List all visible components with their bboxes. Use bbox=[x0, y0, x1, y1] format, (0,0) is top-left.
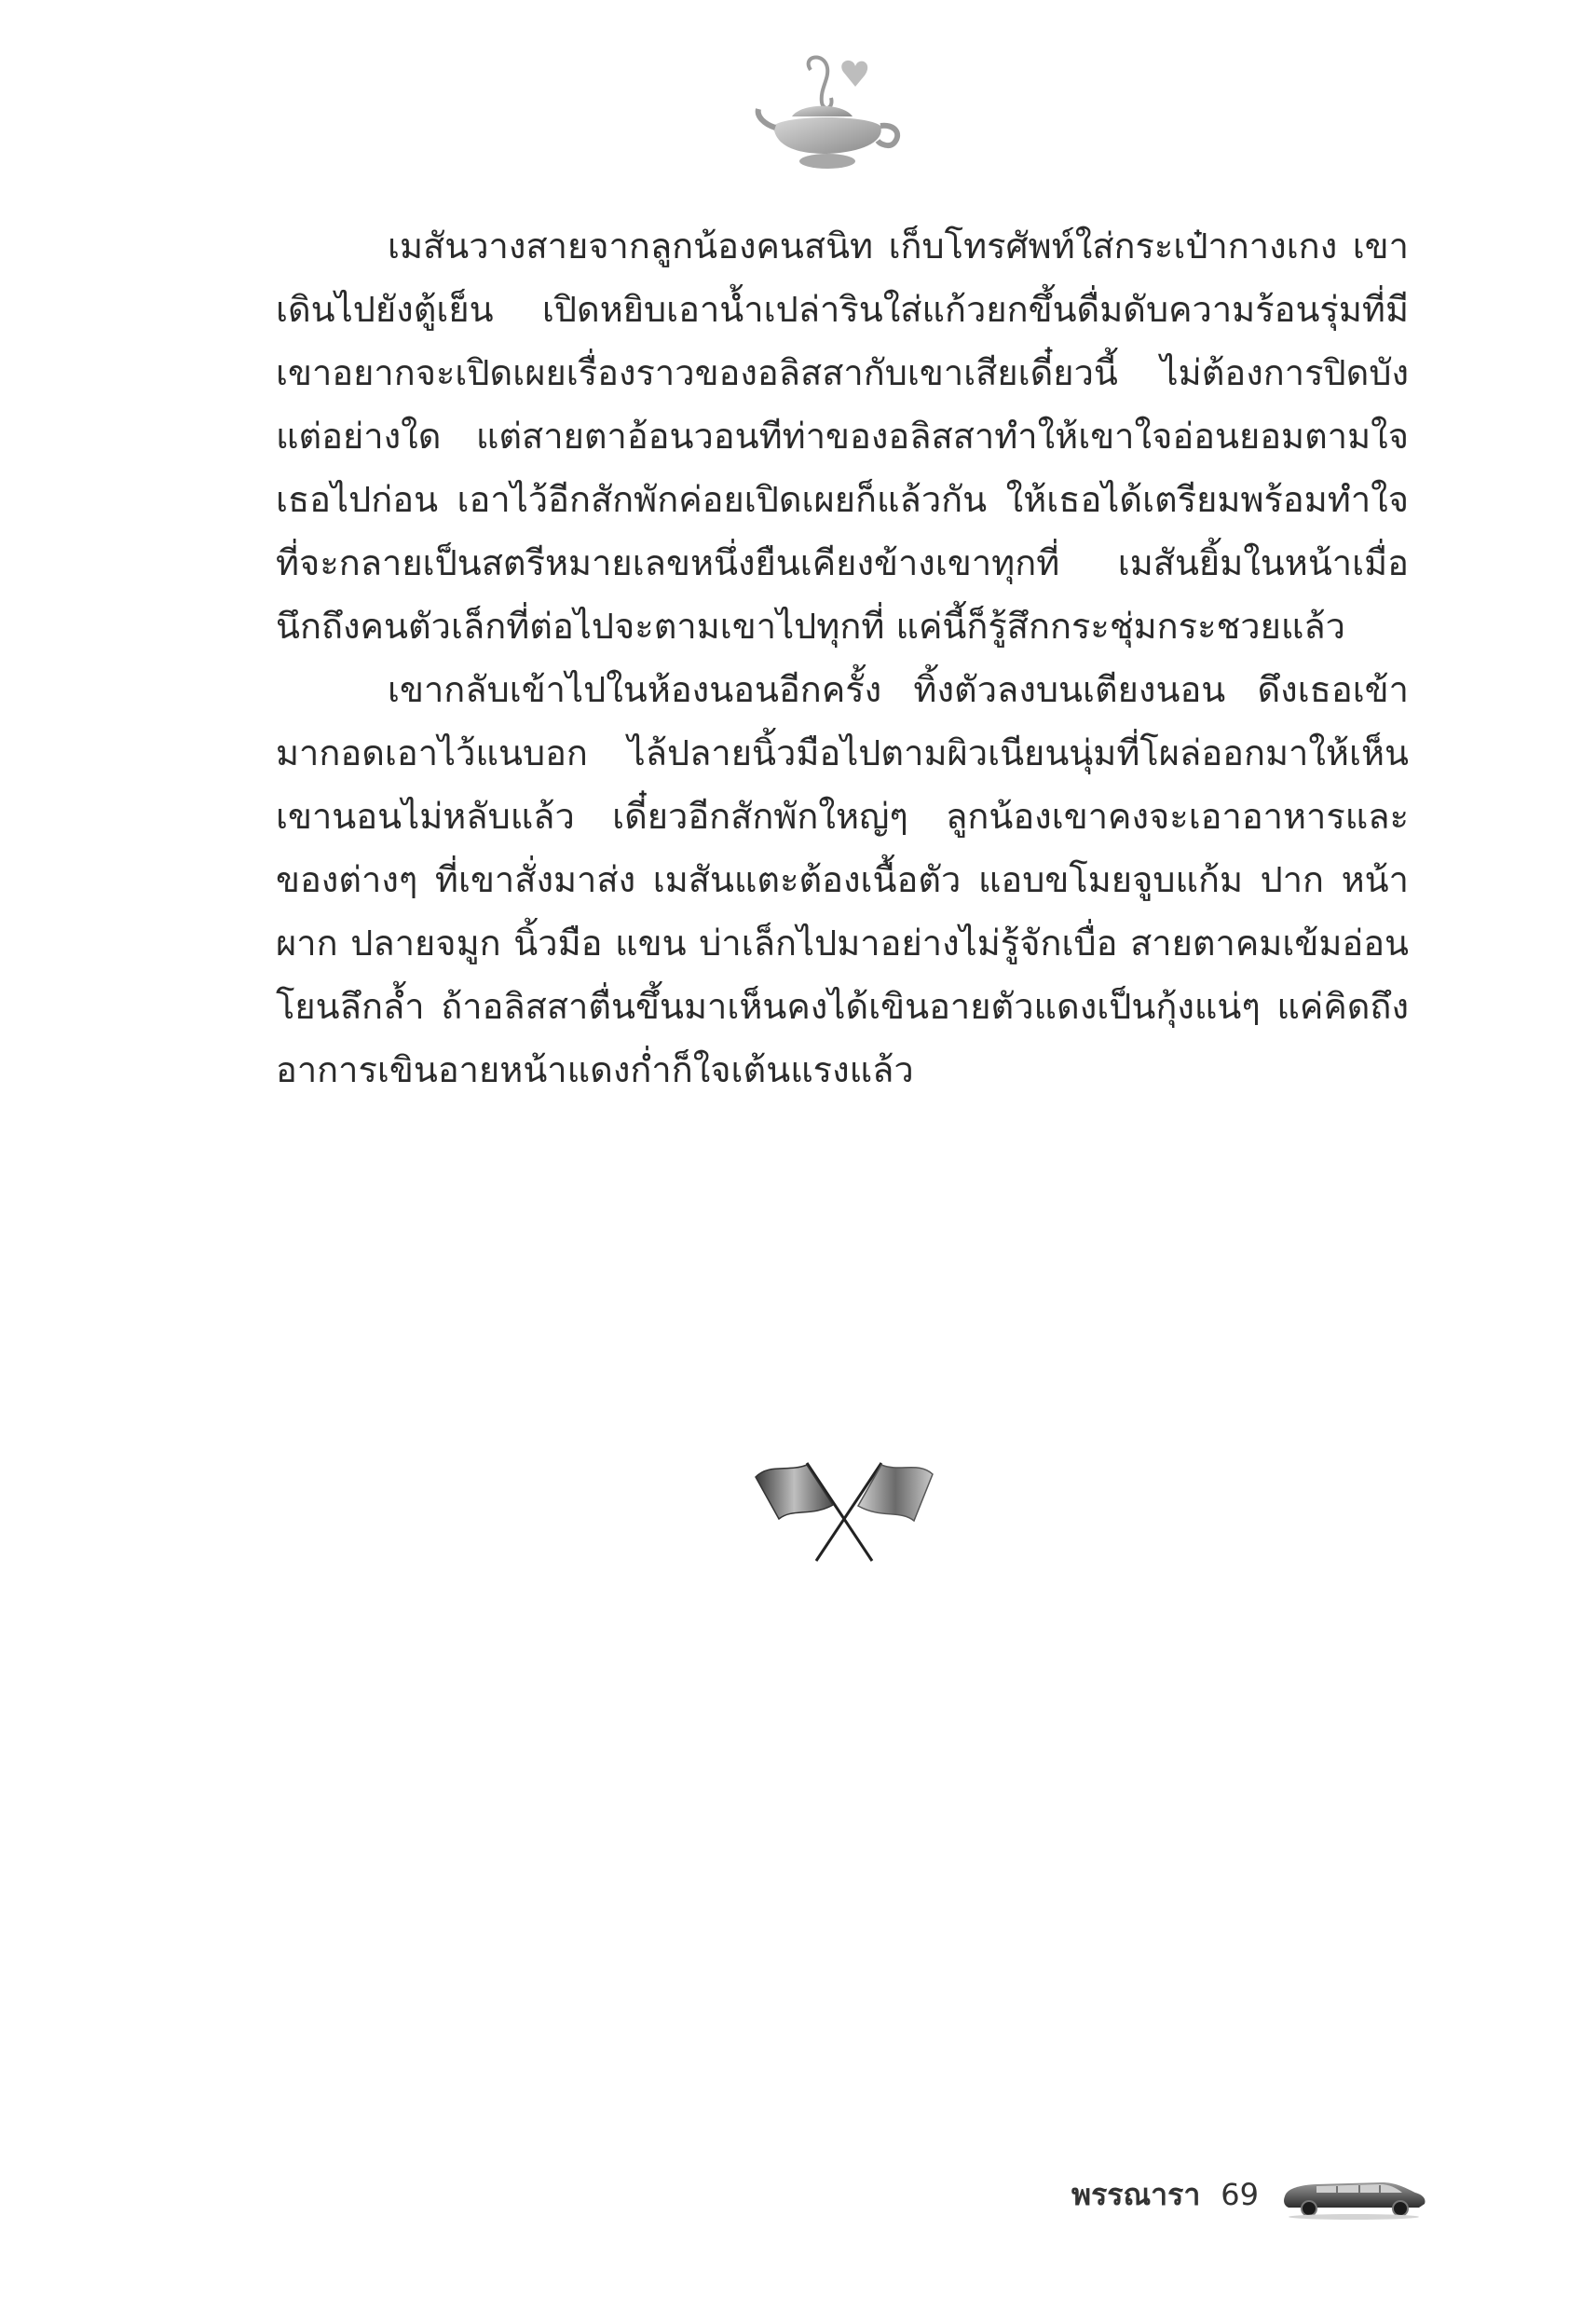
limousine-icon bbox=[1279, 2168, 1428, 2221]
page-number: 69 bbox=[1221, 2177, 1259, 2212]
page-footer bbox=[1071, 2167, 1428, 2222]
paragraph: เมสันวางสายจากลูกน้องคนสนิท เก็บโทรศัพท์ใส่กระเป๋ากางเกง เขาเดินไปยังตู้เย็น เปิดหยิบเอาน้ำเปล่ารินใส่แก้วยกขึ้นดื่มดับความร้อนรุ่มที่มี เขาอยากจะเปิดเผยเรื่องราวของอลิสสากับเขาเสียเดี๋ยวนี้ ไม่ต้องการปิดบังแต่อย่างใด แต่สายตาอ้อนวอนทีท่าของอลิสสาทำให้เขาใจอ่อนยอมตามใจเธอไปก่อน เอาไว้อีกสักพักค่อยเปิดเผยก็แล้วกัน ให้เธอได้เตรียมพร้อมทำใจที่จะกลายเป็นสตรีหมายเลขหนึ่งยืนเคียงข้างเขาทุกที่ เมสันยิ้มในหน้าเมื่อนึกถึงคนตัวเล็กที่ต่อไปจะตามเขาไปทุกที่ แค่นี้ก็รู้สึกกระชุ่มกระชวยแล้ว bbox=[276, 226, 1409, 647]
story-text bbox=[276, 214, 1409, 1101]
crossed-flags-icon bbox=[751, 1454, 937, 1566]
paragraph: เขากลับเข้าไปในห้องนอนอีกครั้ง ทิ้งตัวลงบนเตียงนอน ดึงเธอเข้ามากอดเอาไว้แนบอก ไล้ปลายนิ้วมือไปตามผิวเนียนนุ่มที่โผล่ออกมาให้เห็น เขานอนไม่หลับแล้ว เดี๋ยวอีกสักพักใหญ่ๆ ลูกน้องเขาคงจะเอาอาหารและของต่างๆ ที่เขาสั่งมาส่ง เมสันแตะต้องเนื้อตัว แอบขโมยจูบแก้ม ปาก หน้าผาก ปลายจมูก นิ้วมือ แขน บ่าเล็กไปมาอย่างไม่รู้จักเบื่อ สายตาคมเข้มอ่อนโยนลึกล้ำ ถ้าอลิสสาตื่นขึ้นมาเห็นคงได้เขินอายตัวแดงเป็นกุ้งแน่ๆ แค่คิดถึงอาการเขินอายหน้าแดงก่ำก็ใจเต้นแรงแล้ว bbox=[276, 669, 1409, 1090]
genie-lamp-icon bbox=[755, 51, 904, 182]
book-title: พรรณารา bbox=[1071, 2176, 1201, 2212]
